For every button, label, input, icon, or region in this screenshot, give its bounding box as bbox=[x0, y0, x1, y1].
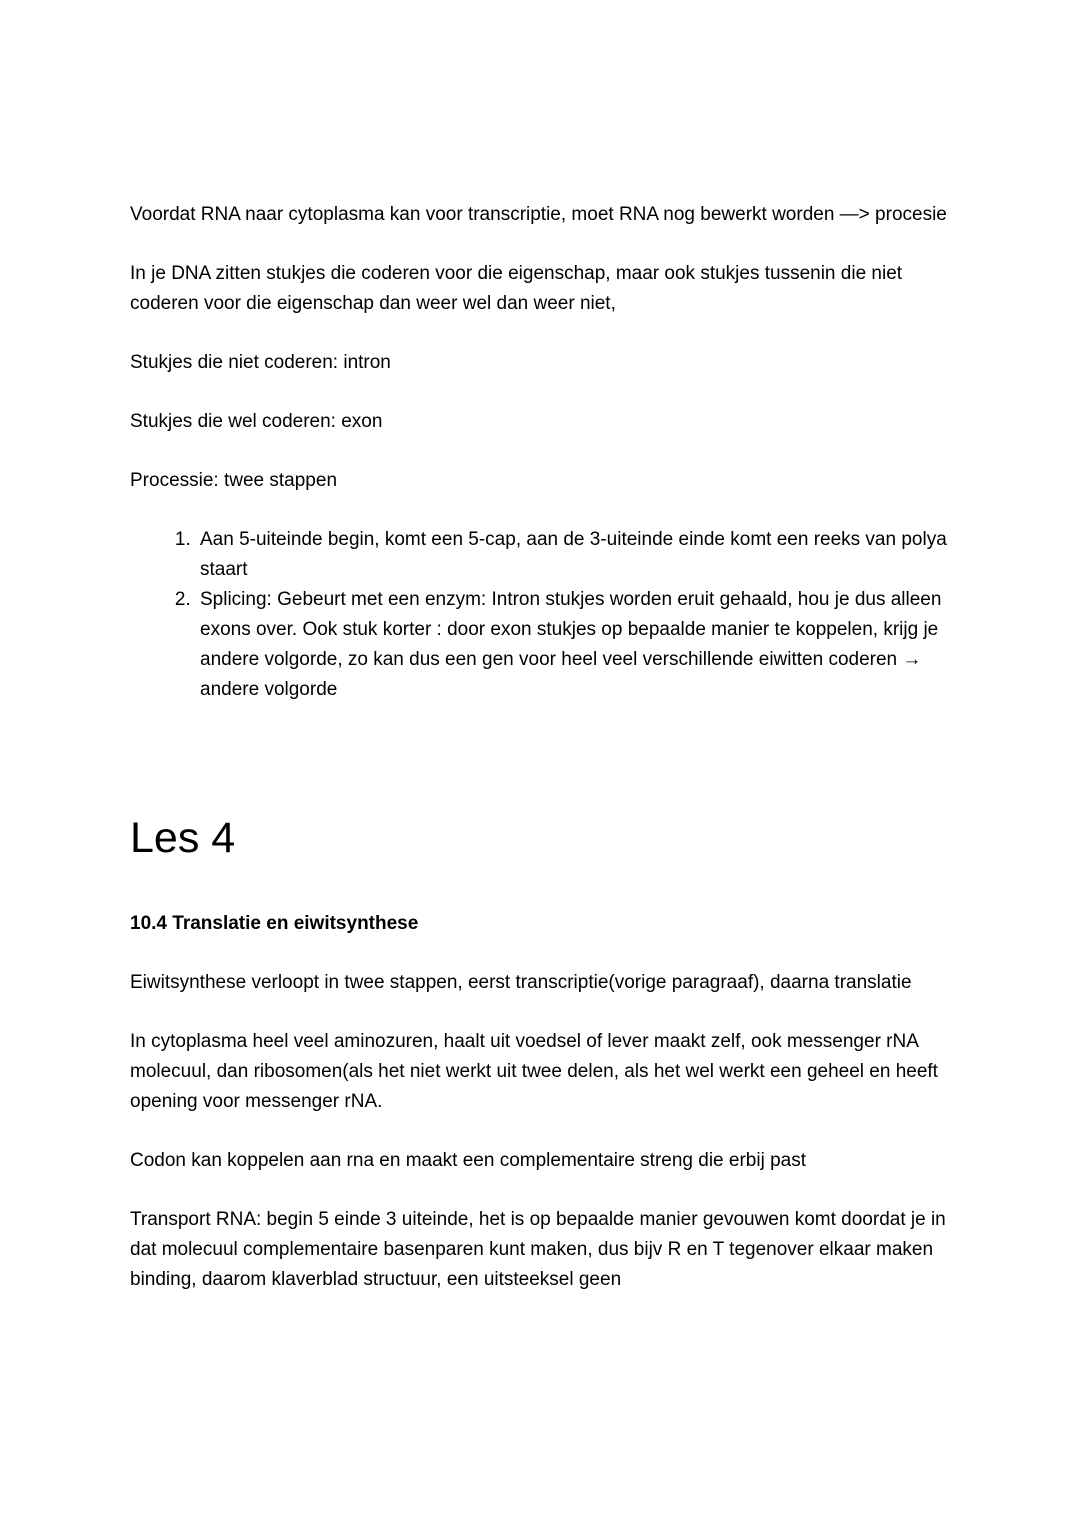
paragraph-rna-processing: Voordat RNA naar cytoplasma kan voor transcriptie, moet RNA nog bewerkt worden —> procesie bbox=[130, 204, 947, 225]
paragraph-eiwitsynthese: Eiwitsynthese verloopt in twee stappen, eerst transcriptie(vorige paragraaf), daarna translatie bbox=[130, 971, 912, 993]
paragraph-codon: Codon kan koppelen aan rna en maakt een complementaire streng die erbij past bbox=[130, 1149, 806, 1171]
list-item-cap-polya: 1. Aan 5-uiteinde begin, komt een 5-cap, aan de 3-uiteinde einde komt een reeks van polya staart bbox=[196, 525, 950, 585]
paragraph-exon: Stukjes die wel coderen: exon bbox=[130, 411, 383, 433]
list-item-splicing: 2. Splicing: Gebeurt met een enzym: Intron stukjes worden eruit gehaald, hou je dus alleen exons over. Ook stuk korter : door exon stukjes op bepaalde manier te koppelen, krijg je andere volgorde, zo kan dus een gen voor heel veel verschillende eiwitten coderen → andere volgorde bbox=[196, 585, 950, 705]
paragraph-cytoplasma: In cytoplasma heel veel aminozuren, haalt uit voedsel of lever maakt zelf, ook messenger rNA molecuul, dan ribosomen(als het niet werkt uit twee delen, als het wel werkt een geheel en heeft opening voor messenger rNA. bbox=[130, 1030, 938, 1112]
paragraph-intron: Stukjes die niet coderen: intron bbox=[130, 352, 391, 374]
subheading-translatie-eiwitsynthese: 10.4 Translatie en eiwitsynthese bbox=[130, 912, 419, 934]
paragraph-transport-rna: Transport RNA: begin 5 einde 3 uiteinde, het is op bepaalde manier gevouwen komt doordat je in dat molecuul complementaire basenparen kunt maken, dus bijv R en T tegenover elkaar maken binding, daarom klaverblad structuur, een uitsteeksel geen bbox=[130, 1208, 946, 1290]
heading-les-4: Les 4 bbox=[130, 814, 236, 863]
paragraph-processie: Processie: twee stappen bbox=[130, 470, 338, 492]
processie-steps-list bbox=[130, 525, 950, 705]
paragraph-dna-stukjes: In je DNA zitten stukjes die coderen voor die eigenschap, maar ook stukjes tussenin die niet coderen voor die eigenschap dan weer wel dan weer niet, bbox=[130, 263, 903, 315]
